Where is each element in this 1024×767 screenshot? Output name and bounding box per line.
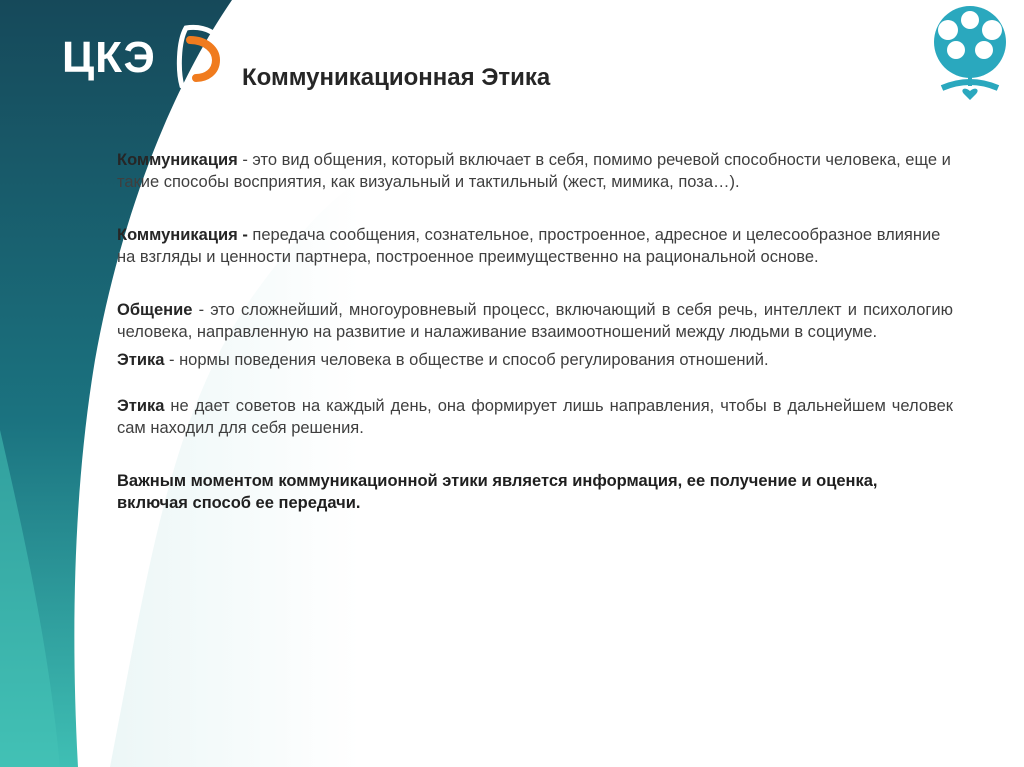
speech-bubble-icon: [176, 22, 230, 96]
term: Коммуникация: [117, 151, 238, 169]
tree-logo-icon: [922, 2, 1018, 102]
definition-paragraph: [117, 299, 953, 343]
definition-paragraph: [117, 349, 953, 371]
term: Общение: [117, 301, 193, 319]
definition-text: - это сложнейший, многоуровневый процесс, включающий в себя речь, интеллект и психологию человека, направленную на развитие и налаживание взаимоотношений между людьми в социуме.: [117, 301, 953, 341]
definition-paragraph: [117, 224, 953, 268]
definition-text: - нормы поведения человека в обществе и способ регулирования отношений.: [164, 351, 769, 369]
definition-text: передача сообщения, сознательное, простроенное, адресное и целесообразное влияние на взгляды и ценности партнера, построенное преимущественно на рациональной основе.: [117, 226, 941, 266]
term: Коммуникация -: [117, 226, 248, 244]
term: Этика: [117, 351, 165, 369]
ckae-logo: ЦКЭ: [58, 18, 228, 98]
term: Этика: [117, 397, 165, 415]
definition-paragraph: [117, 395, 953, 439]
definition-text: - это вид общения, который включает в себя, помимо речевой способности человека, еще и такие способы восприятия, как визуальный и тактильный (жест, мимика, поза…).: [117, 151, 951, 191]
definition-paragraph: [117, 149, 953, 193]
slide-content: [117, 149, 953, 514]
slide-title: Коммуникационная Этика: [242, 64, 551, 91]
definition-text: не дает советов на каждый день, она формирует лишь направления, чтобы в дальнейшем человек сам находил для себя решения.: [117, 397, 953, 437]
conclusion-text: Важным моментом коммуникационной этики является информация, ее получение и оценка, включая способ ее передачи.: [117, 472, 878, 512]
